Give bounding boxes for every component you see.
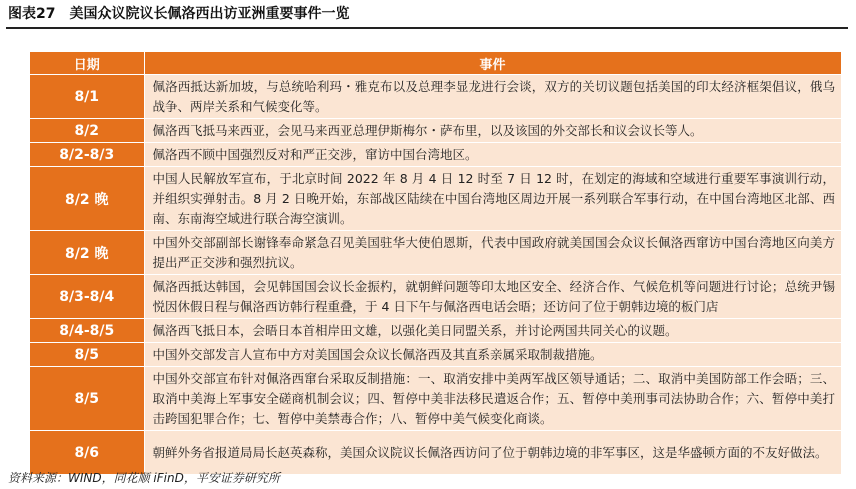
row-event: 佩洛西飞抵马来西亚，会见马来西亚总理伊斯梅尔・萨布里，以及该国的外交部长和议会议长等人。 <box>144 119 841 143</box>
row-event: 中国外交部宣布针对佩洛西窜台采取反制措施：一、取消安排中美两军战区领导通话；二、取消中美国防部工作会晤；三、取消中美海上军事安全磋商机制会议；四、暂停中美非法移民遣返合作；五、暂停中美刑事司法协助合作；六、暂停中美打击跨国犯罪合作；七、暂停中美禁毒合作；八、暂停中美气候变化商谈。 <box>144 367 841 431</box>
table-row <box>30 275 841 319</box>
table-row <box>30 167 841 231</box>
table-row <box>30 143 841 167</box>
table-row <box>30 431 841 475</box>
figure-title <box>8 4 848 24</box>
row-event: 中国外交部副部长谢锋奉命紧急召见美国驻华大使伯恩斯，代表中国政府就美国国会众议长佩洛西窜访中国台湾地区向美方提出严正交涉和强烈抗议。 <box>144 231 841 275</box>
events-table <box>30 52 842 475</box>
row-date: 8/2 晚 <box>30 167 144 231</box>
table-row <box>30 319 841 343</box>
row-date: 8/5 <box>30 367 144 431</box>
row-date: 8/6 <box>30 431 144 475</box>
row-date: 8/3-8/4 <box>30 275 144 319</box>
figure-number: 图表27 <box>8 6 56 22</box>
row-event: 佩洛西飞抵日本，会晤日本首相岸田文雄，以强化美日同盟关系，并讨论两国共同关心的议题。 <box>144 319 841 343</box>
table-row <box>30 367 841 431</box>
row-date: 8/4-8/5 <box>30 319 144 343</box>
table-row <box>30 343 841 367</box>
header-event: 事件 <box>144 52 841 75</box>
row-event: 朝鲜外务省报道局局长赵英森称，美国众议院议长佩洛西访问了位于朝韩边境的非军事区，这是华盛顿方面的不友好做法。 <box>144 431 841 475</box>
row-date: 8/2 晚 <box>30 231 144 275</box>
row-date: 8/2-8/3 <box>30 143 144 167</box>
row-event: 佩洛西抵达新加坡，与总统哈利玛・雅克布以及总理李显龙进行会谈，双方的关切议题包括美国的印太经济框架倡议，俄乌战争、两岸关系和气候变化等。 <box>144 75 841 119</box>
figure-title-text: 美国众议院议长佩洛西出访亚洲重要事件一览 <box>69 6 350 22</box>
row-event: 中国外交部发言人宣布中方对美国国会众议长佩洛西及其直系亲属采取制裁措施。 <box>144 343 841 367</box>
table-row <box>30 119 841 143</box>
row-date: 8/2 <box>30 119 144 143</box>
row-event: 佩洛西抵达韩国，会见韩国国会议长金振杓，就朝鲜问题等印太地区安全、经济合作、气候危机等问题进行讨论；总统尹锡悦因休假日程与佩洛西访韩行程重叠，于 4 日下午与佩洛西电话会晤；还访问了位于朝韩边境的板门店 <box>144 275 841 319</box>
row-event: 中国人民解放军宣布，于北京时间 2022 年 8 月 4 日 12 时至 7 日 12 时，在划定的海域和空域进行重要军事演训行动，并组织实弹射击。8 月 2 日晚开始，东部战区陆续在中国台湾地区周边开展一系列联合军事行动，在中国台湾地区北部、西南、东南海空域进行联合海空演训。 <box>144 167 841 231</box>
row-event: 佩洛西不顾中国强烈反对和严正交涉，窜访中国台湾地区。 <box>144 143 841 167</box>
row-date: 8/5 <box>30 343 144 367</box>
row-date: 8/1 <box>30 75 144 119</box>
table-header-row <box>30 52 841 75</box>
table-row <box>30 231 841 275</box>
source-note: 资料来源：WIND，同花顺 iFinD，平安证券研究所 <box>8 471 280 485</box>
table-row <box>30 75 841 119</box>
header-date: 日期 <box>30 52 144 75</box>
title-divider <box>6 27 848 29</box>
